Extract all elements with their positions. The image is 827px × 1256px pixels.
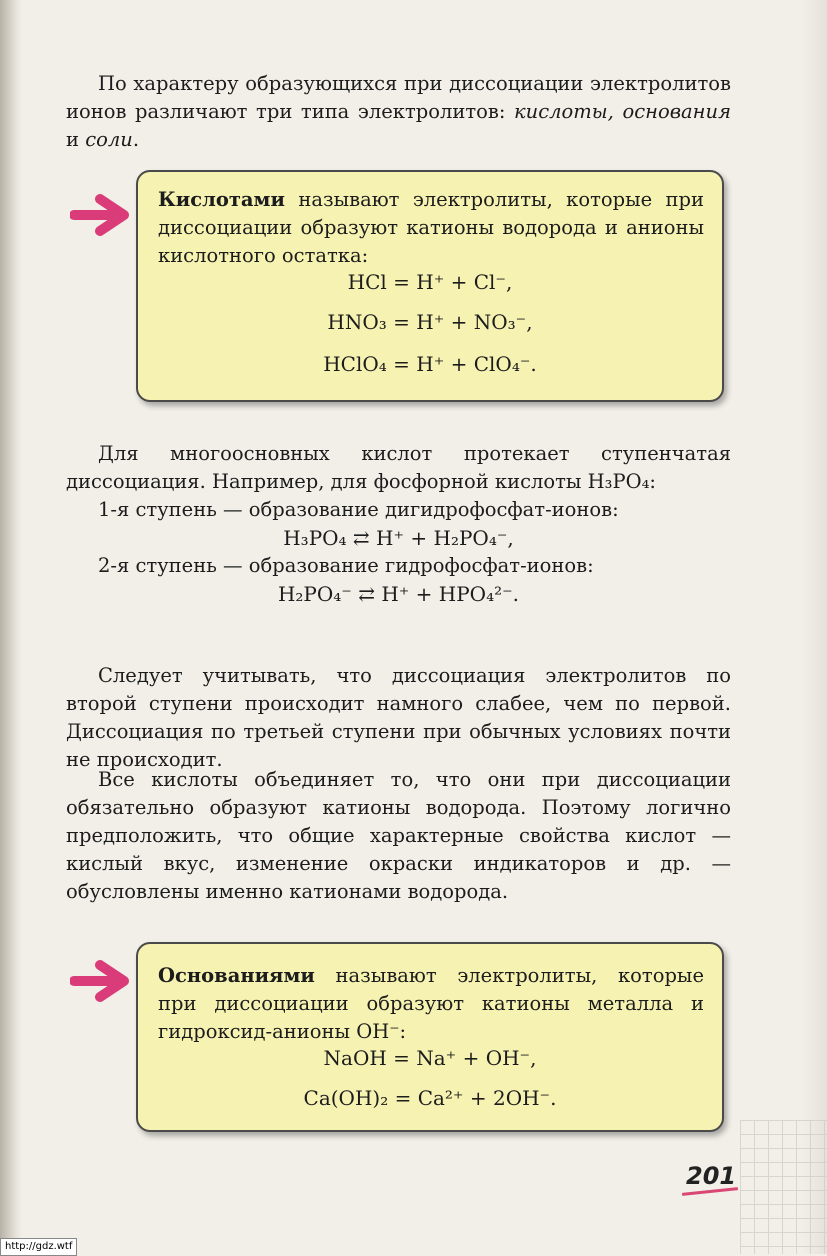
watermark-link[interactable]: http://gdz.wtf <box>0 1238 77 1256</box>
acids-common-properties: Все кислоты объединяет то, что они при диссоциации обязательно образуют катионы водорода. Поэтому логично предположить, что общие характерные свойства кислот — кислый вкус, изменение окраски индикаторов и др. — обусловлены именно катионами водорода. <box>66 768 731 903</box>
page-edge <box>801 0 827 1254</box>
equation-hcl: HCl = H⁺ + Cl⁻, <box>347 270 513 294</box>
equation-hclo4: HClO₄ = H⁺ + ClO₄⁻. <box>323 352 537 376</box>
pink-arrow-icon <box>70 194 132 236</box>
equation-naoh: NaOH = Na⁺ + OH⁻, <box>323 1046 537 1070</box>
intro-paragraph: По характеру образующихся при диссоциации электролитов ионов различают три типа электролитов: кислоты, основания и соли. <box>66 72 731 151</box>
equation-caoh2: Ca(OH)₂ = Ca²⁺ + 2OH⁻. <box>303 1086 557 1110</box>
pink-arrow-icon <box>70 960 132 1002</box>
polybasic-acids-paragraph: Для многоосновных кислот протекает ступенчатая диссоциация. Например, для фосфорной кислоты H₃PO₄: 1-я ступень — образование дигидрофосфат-ионов: H₃PO₄ ⇄ H⁺ + H₂PO₄⁻, 2-я ступень — образование гидрофосфат-ионов: H₂PO₄⁻ ⇄ H⁺ + HPO₄²⁻. <box>66 442 731 606</box>
book-spine-shadow <box>0 0 22 1254</box>
acids-definition-box <box>136 170 724 402</box>
step2-equation: H₂PO₄⁻ ⇄ H⁺ + HPO₄²⁻. <box>277 582 520 606</box>
graph-paper-corner <box>740 1120 827 1254</box>
step2-text: 2-я ступень — образование гидрофосфат-ионов: <box>98 554 594 577</box>
step1-text: 1-я ступень — образование дигидрофосфат-ионов: <box>98 498 619 521</box>
step1-equation: H₃PO₄ ⇄ H⁺ + H₂PO₄⁻, <box>283 526 514 550</box>
dissociation-note: Следует учитывать, что диссоциация электролитов по второй ступени происходит намного слабее, чем по первой. Диссоциация по третьей ступени при обычных условиях почти не происходит. <box>66 664 731 771</box>
bases-definition: Основаниями называют электролиты, которые при диссоциации образуют катионы металла и гидроксид-анионы OH⁻: <box>158 964 704 1043</box>
page-number: 201 <box>686 1162 737 1190</box>
equation-hno3: HNO₃ = H⁺ + NO₃⁻, <box>327 310 533 334</box>
acids-definition: Кислотами называют электролиты, которые при диссоциации образуют катионы водорода и анионы кислотного остатка: <box>158 188 704 267</box>
bases-definition-box <box>136 942 724 1132</box>
